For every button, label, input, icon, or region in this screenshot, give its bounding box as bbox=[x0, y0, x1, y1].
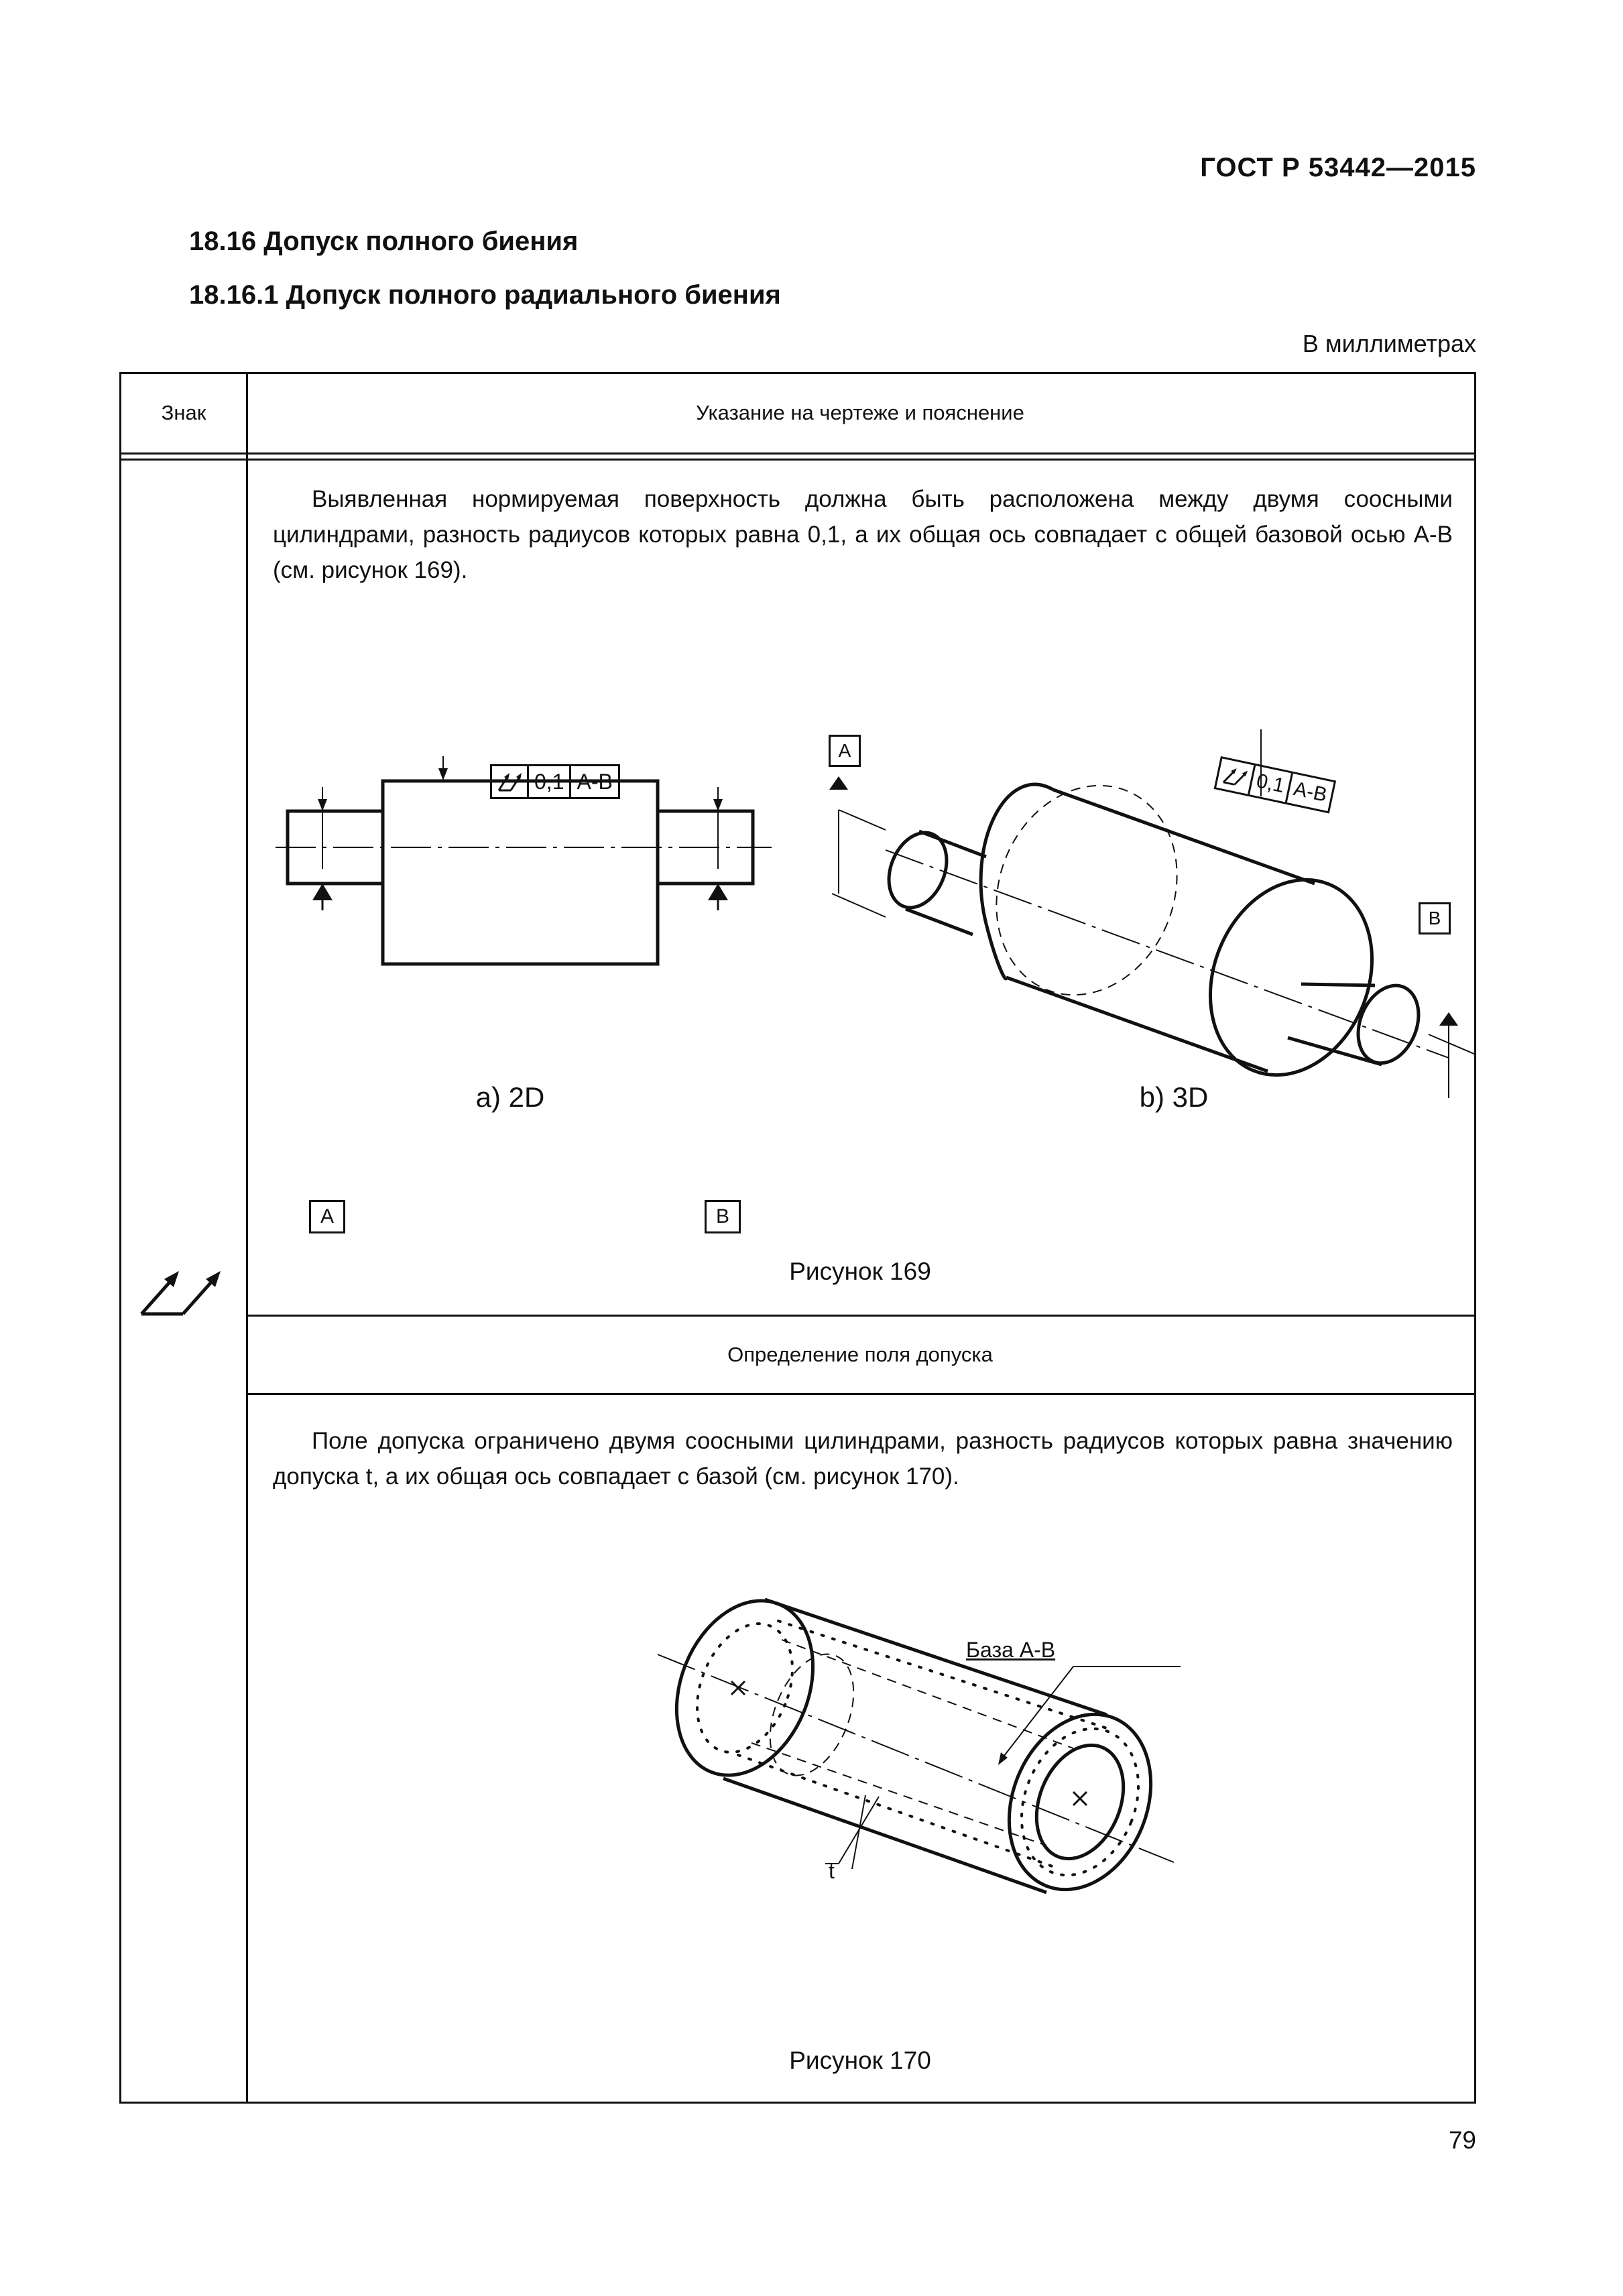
paragraph-tolerance-zone: Поле допуска ограничено двумя соосными цилиндрами, разность радиусов которых равна значению допуска t, а их общая ось совпадает с базой (см. рисунок 170). bbox=[273, 1428, 1453, 1490]
total-runout-symbol-icon bbox=[135, 1259, 229, 1319]
runout-table bbox=[119, 372, 1476, 2104]
datum-a-label-3d: A bbox=[829, 735, 861, 767]
datum-reference: A-B bbox=[1291, 778, 1329, 806]
tolerance-value: 0,1 bbox=[1250, 766, 1293, 802]
base-a-b-label: База А-В bbox=[966, 1638, 1056, 1662]
label-3d: b) 3D bbox=[1139, 1081, 1209, 1113]
paragraph-explanation: Выявленная нормируемая поверхность должна быть расположена между двумя соосными цилиндрами, разность радиусов которых равна 0,1, а их общая ось совпадает с общей базовой осью А-В (см. рисунок 169). bbox=[273, 486, 1453, 583]
datum-b-label-3d: B bbox=[1419, 902, 1451, 934]
feature-control-frame-2d bbox=[490, 764, 620, 799]
section-title: 18.16 Допуск полного биения bbox=[189, 227, 579, 256]
header-row-divider-double bbox=[121, 459, 1474, 461]
figure-169-3d-drawing bbox=[805, 723, 1476, 1098]
column-header-sign: Знак bbox=[161, 401, 206, 424]
total-runout-icon bbox=[492, 766, 529, 797]
definition-row-divider bbox=[246, 1393, 1474, 1395]
column-header-description: Указание на чертеже и пояснение bbox=[696, 401, 1024, 424]
tolerance-value: 0,1 bbox=[529, 766, 571, 797]
header-row-divider bbox=[121, 452, 1474, 455]
label-2d: a) 2D bbox=[475, 1081, 545, 1113]
definition-heading: Определение поля допуска bbox=[727, 1343, 993, 1366]
figure-row-divider bbox=[246, 1315, 1474, 1317]
units-note: В миллиметрах bbox=[1302, 330, 1476, 357]
figure-170-drawing bbox=[644, 1587, 1207, 1902]
standard-header: ГОСТ Р 53442—2015 bbox=[1200, 153, 1476, 182]
page-number: 79 bbox=[1448, 2126, 1476, 2154]
datum-b-label-2d: B bbox=[705, 1200, 741, 1233]
column-divider bbox=[246, 374, 248, 2102]
datum-reference: A-B bbox=[577, 770, 613, 794]
tolerance-t-label: t bbox=[829, 1859, 835, 1883]
section-subtitle: 18.16.1 Допуск полного радиального биения bbox=[189, 280, 781, 310]
total-runout-icon bbox=[1216, 759, 1256, 795]
datum-a-label-2d: A bbox=[309, 1200, 345, 1233]
figure-170-caption: Рисунок 170 bbox=[789, 2047, 931, 2074]
figure-169-caption: Рисунок 169 bbox=[789, 1258, 931, 1285]
